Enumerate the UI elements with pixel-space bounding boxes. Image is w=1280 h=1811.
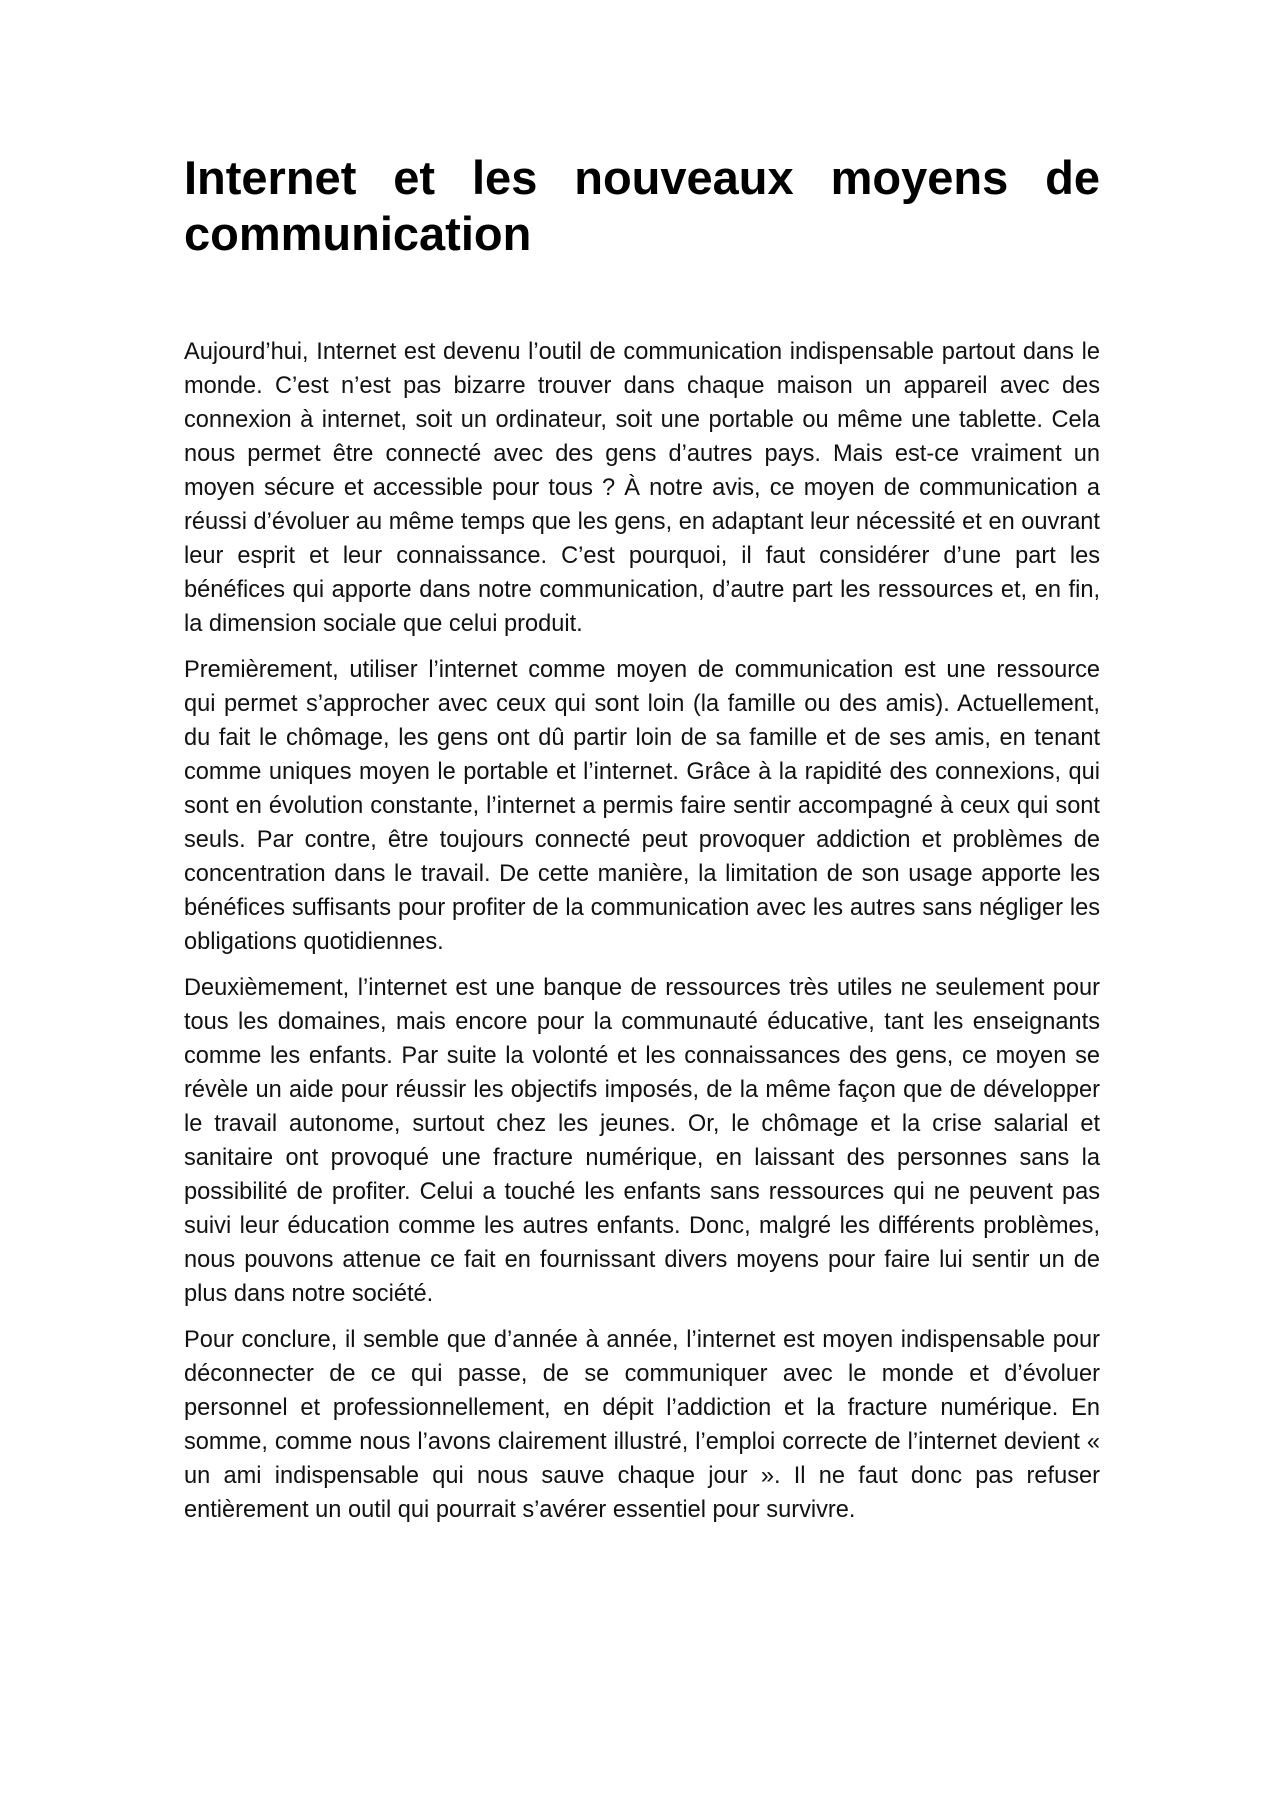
paragraph-first-argument: Premièrement, utiliser l’internet comme moyen de communication est une ressource qui permet s’approcher avec ceux qui sont loin (la famille ou des amis). Actuellement, du fait le chômage, les gens ont dû partir loin de sa famille et de ses amis, en tenant comme uniques moyen le portable et l’internet. Grâce à la rapidité des connexions, qui sont en évolution constante, l’internet a permis faire sentir accompagné à ceux qui sont seuls. Par contre, être toujours connecté peut provoquer addiction et problèmes de concentration dans le travail. De cette manière, la limitation de son usage apporte les bénéfices suffisants pour profiter de la communication avec les autres sans négliger les obligations quotidiennes. [184,657,1100,955]
paragraph-second-argument: Deuxièmement, l’internet est une banque de ressources très utiles ne seulement pour tous les domaines, mais encore pour la communauté éducative, tant les enseignants comme les enfants. Par suite la volonté et les connaissances des gens, ce moyen se révèle un aide pour réussir les objectifs imposés, de la même façon que de développer le travail autonome, surtout chez les jeunes. Or, le chômage et la crise salarial et sanitaire ont provoqué une fracture numérique, en laissant des personnes sans la possibilité de profiter. Celui a touché les enfants sans ressources qui ne peuvent pas suivi leur éducation comme les autres enfants. Donc, malgré les différents problèmes, nous pouvons attenue ce fait en fournissant divers moyens pour faire lui sentir un de plus dans notre société. [184,975,1100,1307]
paragraph-introduction: Aujourd’hui, Internet est devenu l’outil de communication indispensable partout dans le monde. C’est n’est pas bizarre trouver dans chaque maison un appareil avec des connexion à internet, soit un ordinateur, soit une portable ou même une tablette. Cela nous permet être connecté avec des gens d’autres pays. Mais est-ce vraiment un moyen sécure et accessible pour tous ? À notre avis, ce moyen de communication a réussi d’évoluer au même temps que les gens, en adaptant leur nécessité et en ouvrant leur esprit et leur connaissance. C’est pourquoi, il faut considérer d’une part les bénéfices qui apporte dans notre communication, d’autre part les ressources et, en fin, la dimension sociale que celui produit. [184,339,1100,637]
document-body [184,335,1100,1527]
document-page [184,150,1100,1539]
document-title: Internet et les nouveaux moyens de communication [184,151,1100,260]
paragraph-conclusion: Pour conclure, il semble que d’année à année, l’internet est moyen indispensable pour déconnecter de ce qui passe, de se communiquer avec le monde et d’évoluer personnel et professionnellement, en dépit l’addiction et la fracture numérique. En somme, comme nous l’avons clairement illustré, l’emploi correcte de l’internet devient « un ami indispensable qui nous sauve chaque jour ». Il ne faut donc pas refuser entièrement un outil qui pourrait s’avérer essentiel pour survivre. [184,1327,1100,1523]
